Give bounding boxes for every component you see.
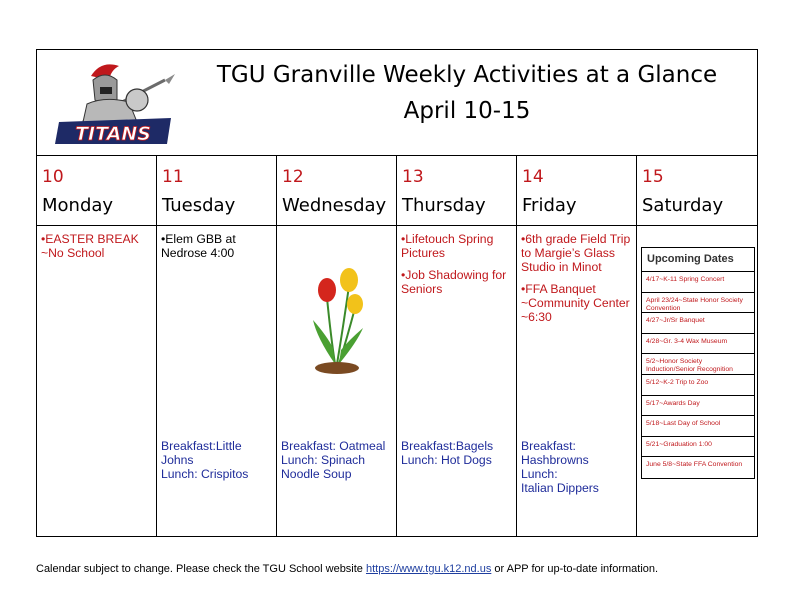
day-header-saturday bbox=[637, 155, 757, 225]
event-lifetouch-pictures bbox=[401, 232, 512, 260]
day-number: 10 bbox=[42, 167, 64, 187]
day-header-thursday bbox=[397, 155, 517, 225]
event-line: Studio in Minot bbox=[521, 260, 602, 274]
footer-text: or APP for up-to-date information. bbox=[491, 563, 659, 575]
meal-line: Lunch: Spinach bbox=[281, 453, 366, 467]
footer-text: Calendar subject to change. Please check the TGU School website bbox=[36, 563, 366, 575]
day-header-friday bbox=[517, 155, 637, 225]
event-line: ~Community Center bbox=[521, 296, 630, 310]
meal-line: Breakfast:Bagels bbox=[401, 439, 494, 453]
event-line: Seniors bbox=[401, 282, 443, 296]
school-website-link[interactable]: https://www.tgu.k12.nd.us bbox=[365, 563, 492, 575]
upcoming-date-item: 5/17~Awards Day bbox=[642, 396, 754, 417]
meal-menu bbox=[521, 439, 599, 495]
event-ffa-banquet bbox=[521, 282, 632, 324]
upcoming-date-item: 5/21~Graduation 1:00 bbox=[642, 437, 754, 458]
meal-line: Breakfast: bbox=[521, 439, 576, 453]
event-line: •EASTER BREAK bbox=[41, 232, 139, 246]
meal-menu bbox=[401, 439, 493, 467]
event-field-trip bbox=[521, 232, 632, 274]
upcoming-date-item: 5/12~K-2 Trip to Zoo bbox=[642, 375, 754, 396]
day-number: 12 bbox=[282, 167, 304, 187]
event-line: •6th grade Field Trip bbox=[521, 232, 631, 246]
logo-text: TITANS bbox=[75, 123, 151, 145]
day-name: Saturday bbox=[642, 195, 724, 216]
page-title: TGU Granville Weekly Activities at a Glance bbox=[216, 62, 718, 88]
meal-line: Johns bbox=[161, 453, 194, 467]
day-number: 11 bbox=[162, 167, 184, 187]
event-job-shadowing bbox=[401, 268, 512, 296]
day-header-monday bbox=[37, 155, 157, 225]
day-cell-wednesday bbox=[277, 226, 396, 536]
event-line: Nedrose 4:00 bbox=[161, 246, 235, 260]
footer-note bbox=[36, 563, 658, 575]
upcoming-date-item: June 5/8~State FFA Convention bbox=[646, 461, 743, 469]
event-line: ~No School bbox=[41, 246, 105, 260]
upcoming-date-item: April 23/24~State Honor Society Convention bbox=[642, 293, 754, 314]
day-number: 15 bbox=[642, 167, 664, 187]
upcoming-dates-table bbox=[641, 247, 755, 479]
upcoming-date-item: 5/18~Last Day of School bbox=[642, 416, 754, 437]
event-line: ~6:30 bbox=[521, 310, 552, 324]
meal-line: Lunch: Crispitos bbox=[161, 467, 249, 481]
day-header-wednesday bbox=[277, 155, 397, 225]
day-name: Tuesday bbox=[162, 195, 236, 216]
upcoming-date-item: 4/27~Jr/Sr Banquet bbox=[642, 313, 754, 334]
day-name: Thursday bbox=[402, 195, 486, 216]
day-number: 14 bbox=[522, 167, 544, 187]
event-line: •Lifetouch Spring bbox=[401, 232, 494, 246]
event-easter-break bbox=[41, 232, 152, 260]
meal-menu bbox=[281, 439, 385, 481]
calendar-frame bbox=[36, 49, 758, 537]
event-line: Pictures bbox=[401, 246, 446, 260]
event-line: •FFA Banquet bbox=[521, 282, 596, 296]
upcoming-date-item: 4/28~Gr. 3-4 Wax Museum bbox=[642, 334, 754, 355]
meal-line: Italian Dippers bbox=[521, 481, 599, 495]
day-name: Monday bbox=[42, 195, 114, 216]
tulip-image bbox=[297, 268, 373, 380]
meal-line: Breakfast: Oatmeal bbox=[281, 439, 386, 453]
upcoming-date-item: 5/2~Honor Society Induction/Senior Recognition bbox=[642, 354, 754, 375]
upcoming-date-item: 4/17~K-11 Spring Concert bbox=[642, 272, 754, 293]
page-subtitle: April 10-15 bbox=[403, 98, 531, 124]
titans-logo bbox=[53, 60, 178, 148]
day-cell-thursday bbox=[397, 226, 516, 536]
day-header-row bbox=[37, 155, 757, 226]
event-line: •Elem GBB at bbox=[161, 232, 236, 246]
column-divider bbox=[636, 155, 637, 536]
event-line: to Margie’s Glass bbox=[521, 246, 615, 260]
upcoming-dates-heading: Upcoming Dates bbox=[642, 248, 754, 272]
day-header-tuesday bbox=[157, 155, 277, 225]
event-elem-gbb bbox=[161, 232, 272, 260]
event-line: •Job Shadowing for bbox=[401, 268, 507, 282]
meal-menu bbox=[161, 439, 248, 481]
day-number: 13 bbox=[402, 167, 424, 187]
day-cell-monday bbox=[37, 226, 156, 536]
meal-line: Breakfast:Little bbox=[161, 439, 242, 453]
meal-line: Noodle Soup bbox=[281, 467, 352, 481]
meal-line: Hashbrowns bbox=[521, 453, 589, 467]
day-name: Friday bbox=[522, 195, 577, 216]
day-name: Wednesday bbox=[282, 195, 387, 216]
meal-line: Lunch: Hot Dogs bbox=[401, 453, 492, 467]
calendar-header bbox=[37, 50, 757, 156]
meal-line: Lunch: bbox=[521, 467, 558, 481]
day-cell-friday bbox=[517, 226, 636, 536]
day-cell-tuesday bbox=[157, 226, 276, 536]
